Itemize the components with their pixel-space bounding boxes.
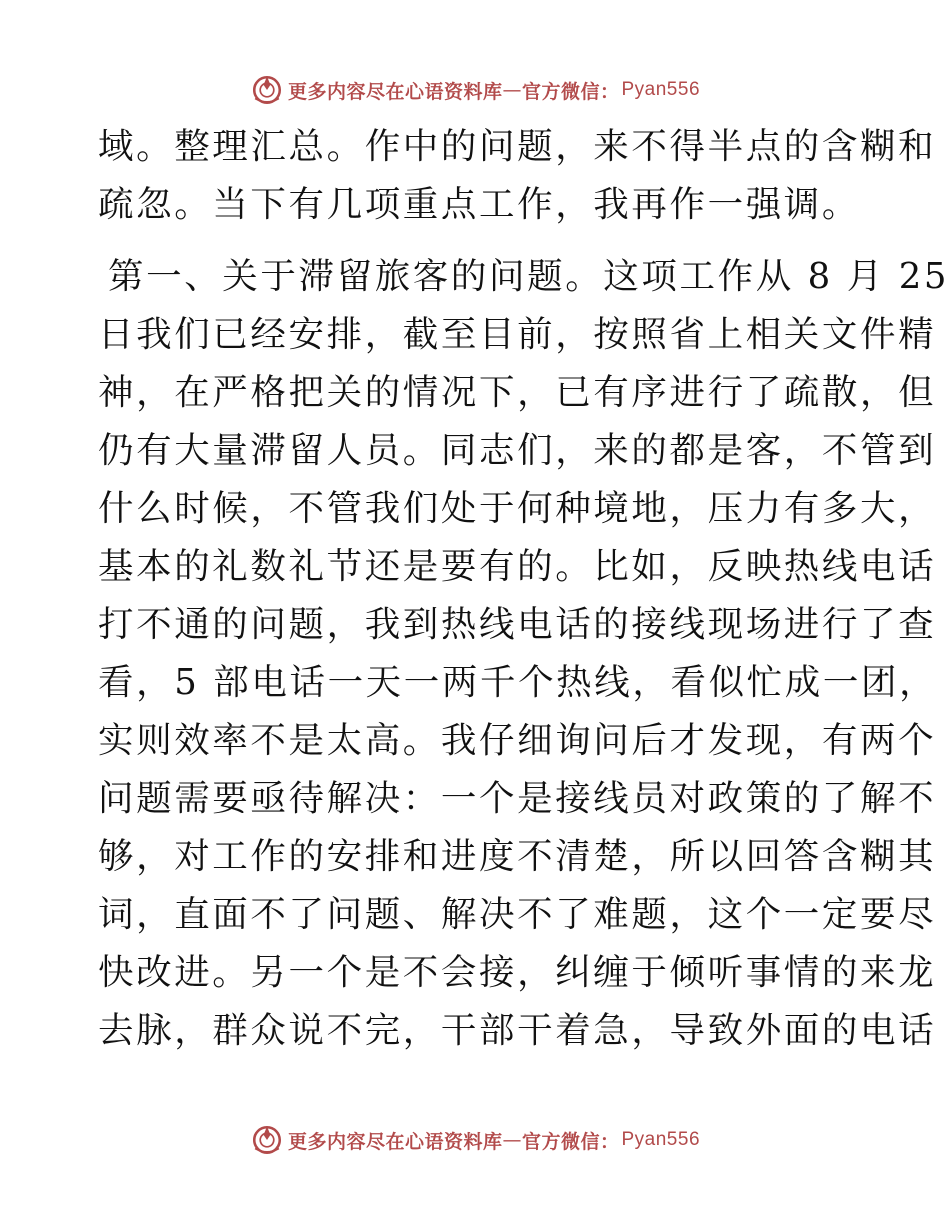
text-line: 仍有大量滞留人员。同志们，来的都是客，不管到 [98, 430, 937, 471]
watermark-text: 更多内容尽在心语资料库 [287, 80, 503, 103]
watermark-footer [0, 1120, 950, 1160]
paragraph-gap [98, 234, 858, 248]
watermark-text: 更多内容尽在心语资料库 [287, 1130, 503, 1153]
text-line: 词，直面不了问题、解决不了难题，这个一定要尽 [98, 894, 937, 935]
text-line: 去脉，群众说不完，干部干着急，导致外面的电话 [98, 1010, 937, 1051]
text-line: 打不通的问题，我到热线电话的接线现场进行了查 [98, 604, 937, 645]
watermark-separator: — [502, 1129, 522, 1151]
seal-logo-icon [250, 73, 284, 107]
paragraph-1 [98, 118, 937, 234]
text-line: 够，对工作的安排和进度不清楚，所以回答含糊其 [98, 836, 937, 877]
text-line: 问题需要亟待解决：一个是接线员对政策的了解不 [98, 778, 937, 819]
text-line: 疏忽。当下有几项重点工作，我再作一强调。 [98, 184, 861, 225]
watermark-label: 官方微信： [521, 1130, 620, 1153]
paragraph-2 [98, 248, 950, 1060]
watermark-id: Pyan556 [621, 79, 701, 100]
watermark-header [0, 70, 950, 110]
watermark-id: Pyan556 [621, 1129, 701, 1150]
document-body [98, 118, 950, 1060]
text-line: 神，在严格把关的情况下，已有序进行了疏散，但 [98, 372, 937, 413]
text-line: 什么时候，不管我们处于何种境地，压力有多大， [98, 488, 937, 529]
watermark-label: 官方微信： [521, 80, 620, 103]
text-line: 基本的礼数礼节还是要有的。比如，反映热线电话 [98, 546, 937, 587]
text-line: 实则效率不是太高。我仔细询问后才发现，有两个 [98, 720, 937, 761]
text-line: 看，5 部电话一天一两千个热线，看似忙成一团， [98, 662, 938, 703]
text-line: 域。整理汇总。作中的问题，来不得半点的含糊和 [98, 126, 937, 167]
text-line: 快改进。另一个是不会接，纠缠于倾听事情的来龙 [98, 952, 937, 993]
seal-logo-icon [250, 1123, 284, 1157]
text-line: 第一、关于滞留旅客的问题。这项工作从 8 月 25 [108, 256, 950, 297]
watermark-separator: — [502, 79, 522, 101]
text-line: 日我们已经安排，截至目前，按照省上相关文件精 [98, 314, 937, 355]
